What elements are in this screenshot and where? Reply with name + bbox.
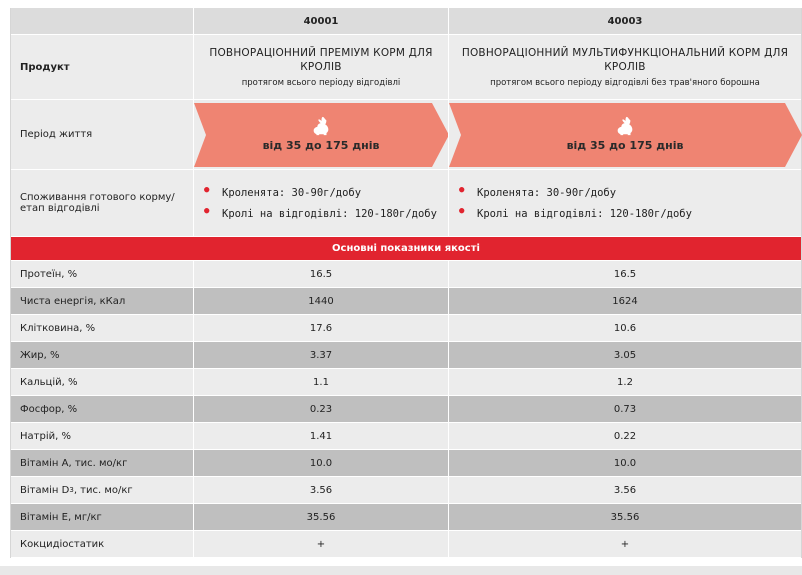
row-label: Вітамін А, тис. мо/кг: [20, 457, 128, 469]
header-row: [11, 8, 801, 35]
table-row: [11, 342, 801, 369]
subscript: 3: [69, 486, 74, 494]
row-value-2: +: [448, 531, 801, 557]
row-value-1: 17.6: [193, 315, 448, 341]
row-value-2: 10.0: [448, 450, 801, 476]
list-item: ● Кролі на відгодівлі: 120-180г/добу: [459, 205, 692, 220]
consumption-label: Споживання готового корму/ етап відгодівлі: [20, 192, 175, 214]
product-comparison-table: [10, 8, 802, 558]
row-value-1: 1440: [193, 288, 448, 314]
row-value-2: 10.6: [448, 315, 801, 341]
rabbit-icon: [310, 115, 332, 137]
row-value-2: 1624: [448, 288, 801, 314]
bullet-icon: ●: [204, 184, 210, 195]
row-value-1: 0.23: [193, 396, 448, 422]
consumption-2-list: [449, 179, 692, 228]
row-value-1: 1.1: [193, 369, 448, 395]
product-code-40001: 40001: [193, 8, 448, 34]
row-value-2: 0.22: [448, 423, 801, 449]
table-row: [11, 369, 801, 396]
row-label: Натрій, %: [20, 430, 71, 442]
row-value-1: 3.56: [193, 477, 448, 503]
product-1-description: [193, 35, 448, 99]
table-row: [11, 504, 801, 531]
table-row: [11, 261, 801, 288]
life-period-2-days: від 35 до 175 днів: [566, 138, 684, 152]
row-value-2: 3.56: [448, 477, 801, 503]
header-empty-cell: [11, 8, 193, 34]
list-item: ● Кроленята: 30-90г/добу: [204, 184, 362, 199]
table-row: [11, 531, 801, 558]
table-row: [11, 423, 801, 450]
row-label: Вітамін D 3 , тис. мо/кг: [20, 484, 133, 496]
quality-banner-title: Основні показники якості: [332, 243, 480, 254]
bottom-divider: [0, 566, 802, 575]
row-label: Клітковина, %: [20, 322, 96, 334]
product-2-title: ПОВНОРАЦІОННИЙ МУЛЬТИФУНКЦІОНАЛЬНИЙ КОРМ ДЛЯ КРОЛІВ: [461, 47, 789, 73]
table-row: [11, 288, 801, 315]
table-row: [11, 315, 801, 342]
life-period-1-days: від 35 до 175 днів: [262, 138, 380, 152]
consumption-1: [193, 170, 448, 236]
life-period-label: Період життя: [20, 129, 93, 140]
bullet-icon: ●: [204, 205, 210, 216]
row-value-1: +: [193, 531, 448, 557]
table-row: [11, 396, 801, 423]
row-value-2: 1.2: [448, 369, 801, 395]
consumption-row: [11, 170, 801, 237]
row-value-1: 16.5: [193, 261, 448, 287]
list-item: ● Кролі на відгодівлі: 120-180г/добу: [204, 205, 437, 220]
bullet-icon: ●: [459, 184, 465, 195]
row-label: Протеїн, %: [20, 268, 78, 280]
product-1-title: ПОВНОРАЦІОННИЙ ПРЕМІУМ КОРМ ДЛЯ КРОЛІВ: [209, 47, 433, 73]
row-value-1: 10.0: [193, 450, 448, 476]
row-value-1: 35.56: [193, 504, 448, 530]
row-value-1: 3.37: [193, 342, 448, 368]
list-item: ● Кроленята: 30-90г/добу: [459, 184, 617, 199]
row-value-2: 35.56: [448, 504, 801, 530]
quality-banner: [11, 237, 801, 261]
product-1-subtitle: протягом всього періоду відгодівлі: [241, 78, 401, 88]
consumption-2: [448, 170, 801, 236]
table-row: [11, 450, 801, 477]
row-label: Жир, %: [20, 349, 60, 361]
bullet-icon: ●: [459, 205, 465, 216]
row-label: Кальцій, %: [20, 376, 78, 388]
product-2-description: [448, 35, 801, 99]
product-code-40003: 40003: [448, 8, 801, 34]
consumption-1-list: [194, 179, 437, 228]
product-2-subtitle: протягом всього періоду відгодівлі без трав'яного борошна: [490, 78, 760, 88]
row-value-2: 0.73: [448, 396, 801, 422]
row-label: Кокцидіостатик: [20, 538, 105, 550]
product-row: [11, 35, 801, 100]
life-period-2: [448, 100, 801, 169]
row-value-2: 3.05: [448, 342, 801, 368]
rabbit-icon: [614, 115, 636, 137]
row-label: Вітамін Е, мг/кг: [20, 511, 102, 523]
row-value-2: 16.5: [448, 261, 801, 287]
product-label: Продукт: [20, 61, 70, 73]
life-period-1: [193, 100, 448, 169]
life-period-row: [11, 100, 801, 170]
table-row: [11, 477, 801, 504]
row-value-1: 1.41: [193, 423, 448, 449]
row-label: Чиста енергія, кКал: [20, 295, 126, 307]
row-label: Фосфор, %: [20, 403, 78, 415]
